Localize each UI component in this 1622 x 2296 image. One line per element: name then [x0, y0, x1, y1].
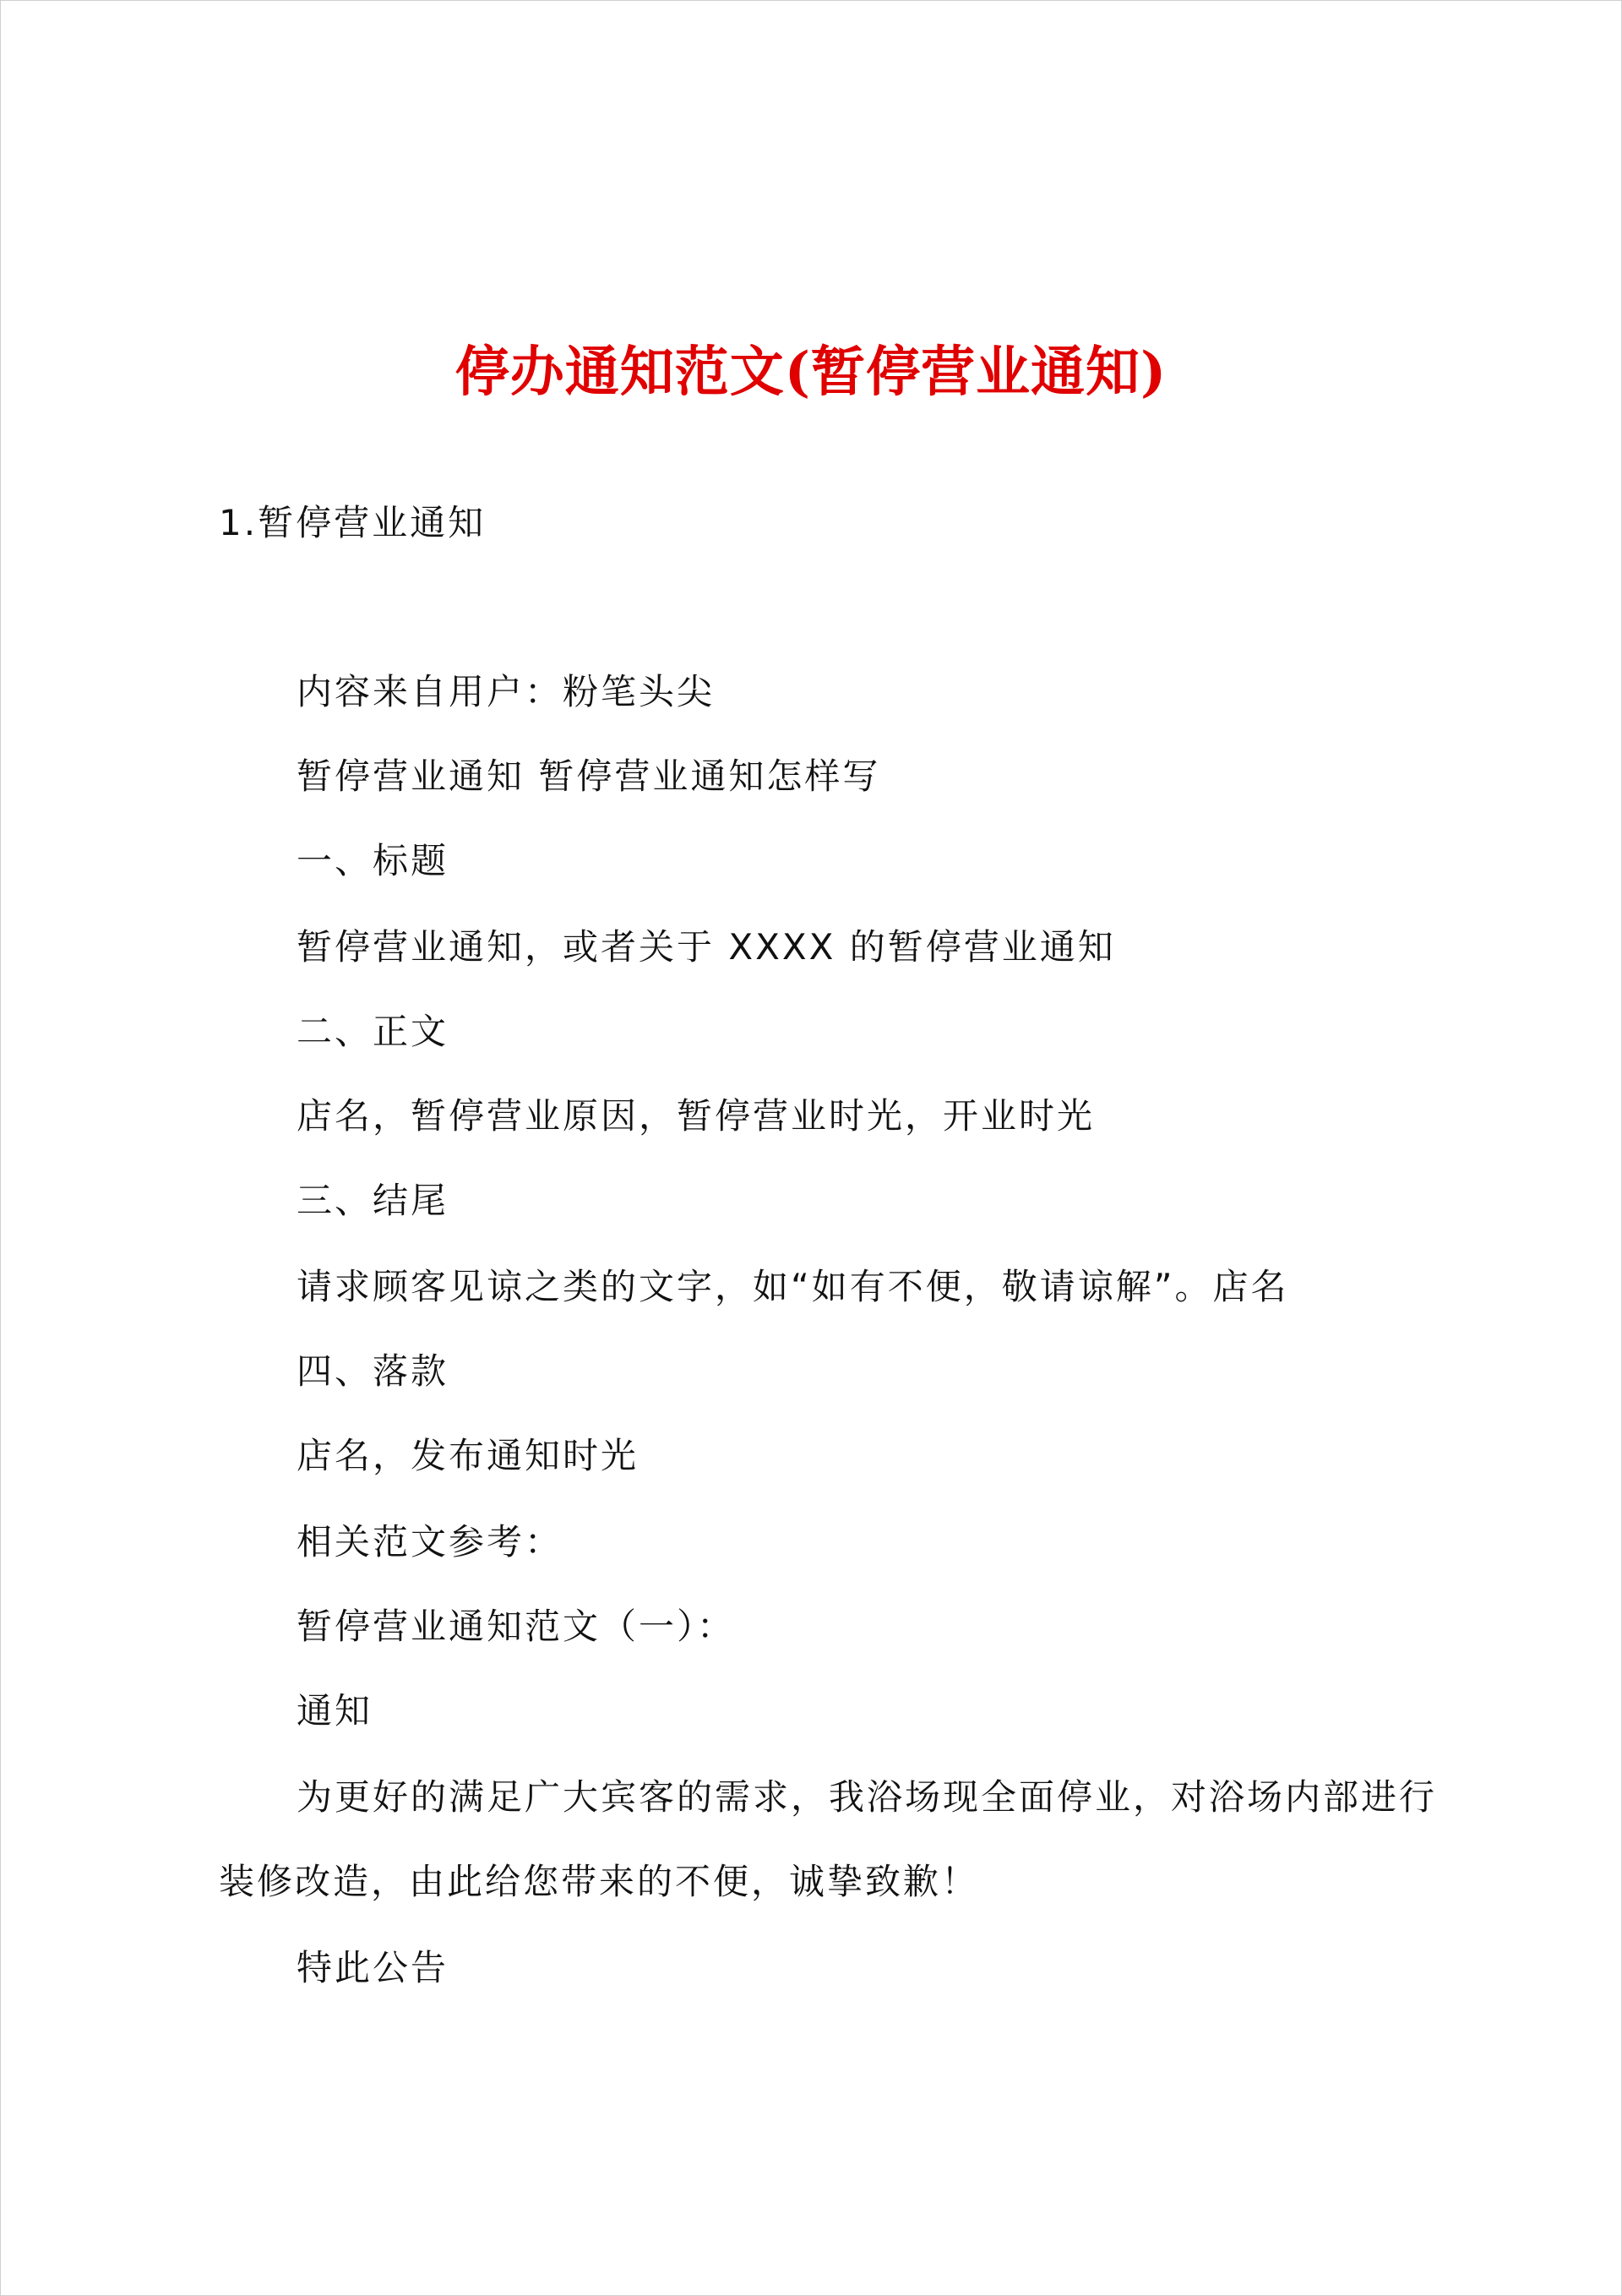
- paragraph-line: 暂停营业通知范文（一）：: [297, 1606, 736, 1647]
- paragraph-line: 通知: [297, 1690, 373, 1732]
- paragraph-line: 特此公告: [297, 1947, 449, 1988]
- section-heading: 1.暂停营业通知: [219, 502, 487, 543]
- document-title: 停办通知范文(暂停营业通知): [454, 341, 1168, 404]
- paragraph-line: 请求顾客见谅之类的文字，如“如有不便，敬请谅解”。店名: [297, 1266, 1289, 1307]
- paragraph-line: 三、结尾: [297, 1180, 449, 1221]
- paragraph-line: 相关范文参考：: [297, 1521, 563, 1562]
- paragraph-line: 暂停营业通知，或者关于 XXXX 的暂停营业通知: [297, 926, 1116, 968]
- paragraph-line: 一、标题: [297, 840, 449, 881]
- paragraph-line: 为更好的满足广大宾客的需求，我浴场现全面停业，对浴场内部进行: [297, 1776, 1438, 1818]
- paragraph-line: 二、正文: [297, 1011, 449, 1052]
- paragraph-line: 店名，暂停营业原因，暂停营业时光，开业时光: [297, 1095, 1096, 1137]
- paragraph-line: 暂停营业通知 暂停营业通知怎样写: [297, 755, 881, 797]
- paragraph-line: 店名，发布通知时光: [297, 1435, 640, 1476]
- paragraph-line: 四、落款: [297, 1350, 449, 1392]
- paragraph-line: 装修改造，由此给您带来的不便，诚挚致歉！: [219, 1861, 980, 1902]
- paragraph-line: 内容来自用户：粉笔头尖: [297, 671, 716, 712]
